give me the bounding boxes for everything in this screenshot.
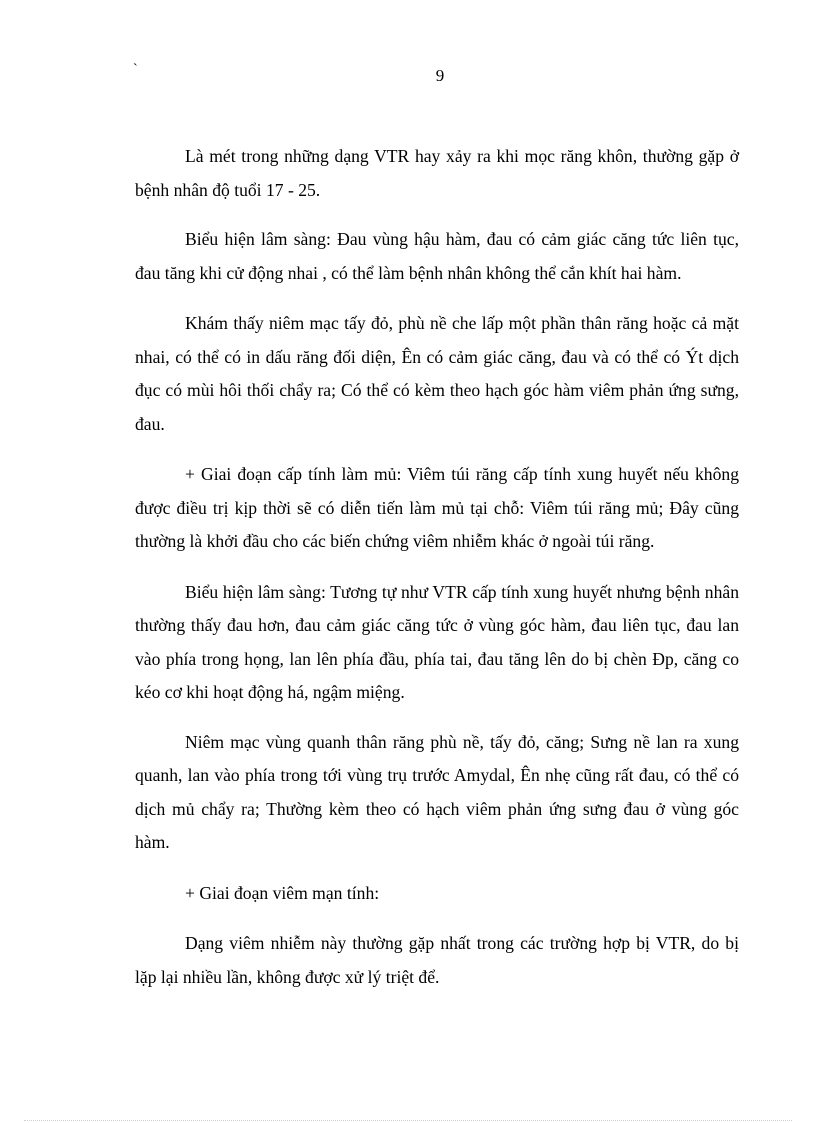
paragraph: Niêm mạc vùng quanh thân răng phù nề, tấy đỏ, căng; Sưng nề lan ra xung quanh, lan vào phía trong tới vùng trụ trước Amydal, Ên nhẹ cũng rất đau, có thể có dịch mủ chẩy ra; Thường kèm theo có hạch viêm phản ứng sưng đau ở vùng góc hàm. bbox=[135, 731, 739, 852]
paragraph: Khám thấy niêm mạc tấy đỏ, phù nề che lấp một phần thân răng hoặc cả mặt nhai, có thể có in dấu răng đối diện, Ên có cảm giác căng, đau và có thể có Ýt dịch đục có mùi hôi thối chẩy ra; Có thể có kèm theo hạch góc hàm viêm phản ứng sưng, đau. bbox=[135, 313, 739, 434]
header-backtick: ` bbox=[133, 62, 138, 77]
paragraph: Biểu hiện lâm sàng: Đau vùng hậu hàm, đau có cảm giác căng tức liên tục, đau tăng khi cử động nhai , có thể làm bệnh nhân không thể cắn khít hai hàm. bbox=[135, 229, 739, 283]
section-heading-chronic: + Giai đoạn viêm mạn tính: bbox=[185, 882, 380, 903]
paragraph: + Giai đoạn cấp tính làm mủ: Viêm túi răng cấp tính xung huyết nếu không được điều trị kịp thời sẽ có diễn tiến làm mủ tại chỗ: Viêm túi răng mủ; Đây cũng thường là khởi đầu cho các biến chứng viêm nhiễm khác ở ngoài túi răng. bbox=[135, 464, 739, 551]
paragraph: Dạng viêm nhiễm này thường gặp nhất trong các trường hợp bị VTR, do bị lặp lại nhiều lần, không được xử lý triệt để. bbox=[135, 933, 739, 987]
paragraph: Biểu hiện lâm sàng: Tương tự như VTR cấp tính xung huyết nhưng bệnh nhân thường thấy đau hơn, đau cảm giác căng tức ở vùng góc hàm, đau liên tục, đau lan vào phía trong họng, lan lên phía đầu, phía tai, đau tăng lên do bị chèn Ðp, căng co kéo cơ khi hoạt động há, ngậm miệng. bbox=[135, 581, 739, 702]
page-number: 9 bbox=[435, 66, 445, 85]
document-body bbox=[135, 140, 739, 1011]
paragraph: Là mét trong những dạng VTR hay xảy ra khi mọc răng khôn, thường gặp ở bệnh nhân độ tuổi 17 - 25. bbox=[135, 146, 739, 200]
page-bottom-divider bbox=[24, 1120, 792, 1121]
